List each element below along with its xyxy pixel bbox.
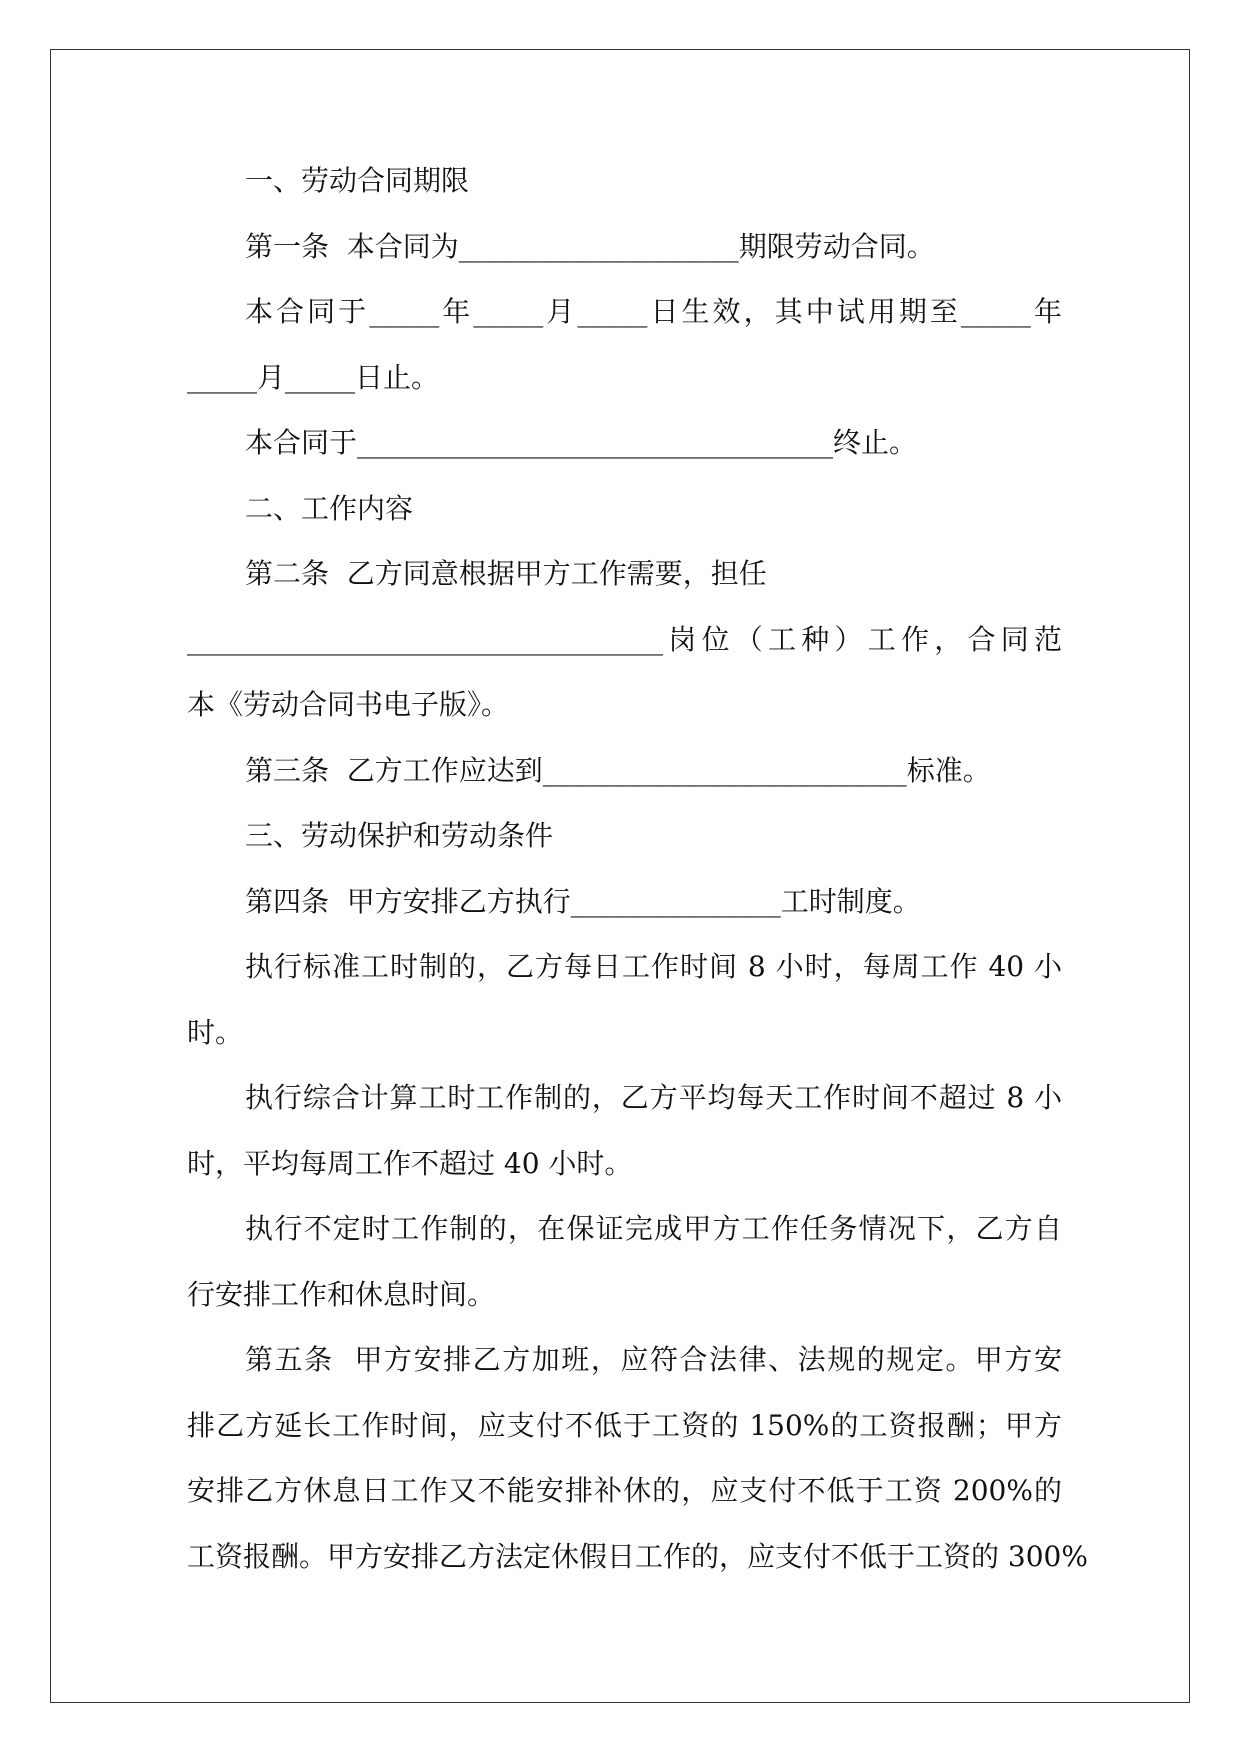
paragraph-line: 行安排工作和休息时间。 [187, 1277, 496, 1311]
paragraph-line: 第一条 本合同为____________________期限劳动合同。 [245, 229, 935, 263]
paragraph-line: _____月_____日止。 [187, 360, 440, 394]
paragraph-line: 工资报酬。甲方安排乙方法定休假日工作的，应支付不低于工资的 300% [187, 1539, 1088, 1573]
paragraph-line: 第四条 甲方安排乙方执行_______________工时制度。 [245, 884, 921, 918]
paragraph-line: 第三条 乙方工作应达到__________________________标准。 [245, 753, 991, 787]
paragraph-line: 安排乙方休息日工作又不能安排补休的，应支付不低于工资 200%的 [187, 1474, 1062, 1507]
document-body [187, 160, 1088, 1601]
section-heading: 一、劳动合同期限 [245, 164, 470, 197]
section-heading: 二、工作内容 [245, 491, 414, 525]
paragraph-line: 时。 [187, 1015, 244, 1049]
paragraph-line: 本合同于_____年_____月_____日生效，其中试用期至_____年 [245, 295, 1062, 328]
paragraph-line: 执行标准工时制的，乙方每日工作时间 8 小时，每周工作 40 小 [245, 950, 1062, 983]
paragraph-line: 第五条 甲方安排乙方加班，应符合法律、法规的规定。甲方安 [245, 1343, 1062, 1376]
paragraph-line: 排乙方延长工作时间，应支付不低于工资的 150%的工资报酬；甲方 [187, 1408, 1062, 1442]
paragraph-line: 执行不定时工作制的，在保证完成甲方工作任务情况下，乙方自 [245, 1212, 1062, 1245]
paragraph-line: 第二条 乙方同意根据甲方工作需要，担任 [245, 557, 767, 590]
paragraph-line: __________________________________岗位（工种）工作，合同范 [187, 622, 1062, 656]
section-heading: 三、劳动保护和劳动条件 [245, 819, 554, 852]
paragraph-line: 本《劳动合同书电子版》。 [187, 688, 510, 721]
paragraph-line: 本合同于__________________________________终止。 [245, 426, 918, 459]
paragraph-line: 执行综合计算工时工作制的，乙方平均每天工作时间不超过 8 小 [245, 1081, 1062, 1114]
paragraph-line: 时，平均每周工作不超过 40 小时。 [187, 1146, 633, 1180]
